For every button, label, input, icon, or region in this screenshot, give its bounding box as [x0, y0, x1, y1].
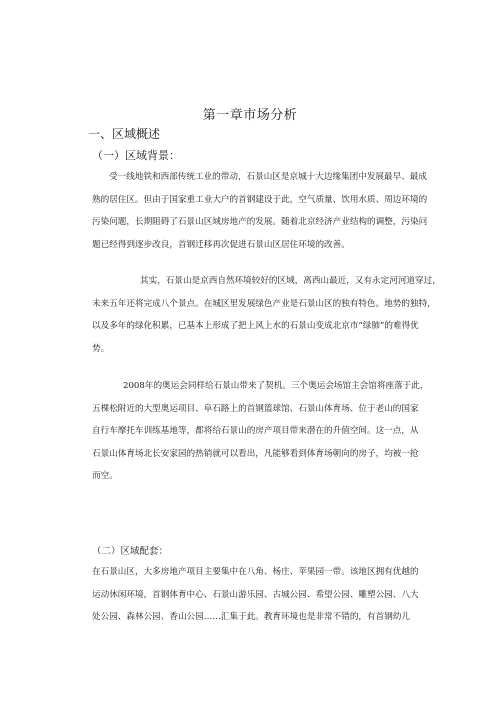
paragraph-line: 受一线地铁和西部传统工业的带动，石景山区是京城十大边缘集团中发展最早、最成	[109, 172, 427, 182]
subsection-heading-facilities: （二）区域配套：	[92, 546, 169, 557]
paragraph-line: 运动休闲环境，首钢体育中心、石景山游乐园、古城公园、希望公园、雕塑公园、八大	[92, 589, 419, 600]
paragraph-line: 五棵松附近的大型奥运项目、阜石路上的首钢篮球馆、石景山体育场、位于老山的国家	[92, 403, 419, 414]
subsection-heading-background: （一）区域背景：	[92, 149, 180, 162]
paragraph-facilities	[92, 561, 419, 629]
paragraph-line: 2008年的奥运会同样给石景山带来了契机。三个奥运会场馆主会馆将座落于此，	[123, 381, 429, 391]
paragraph-line: 以及多年的绿化积累，已基本上形成了把上风上水的石景山变成北京市“绿肺”的难得优	[92, 321, 419, 331]
paragraph-line: 势。	[92, 343, 110, 354]
chapter-title: 第一章市场分析	[202, 108, 298, 123]
paragraph-line: 熟的居住区。但由于国家重工业大户的首钢建设于此，空气质量、饮用水质、周边环境的	[92, 194, 428, 205]
paragraph-environment	[92, 270, 441, 360]
section-heading-regional-overview: 一、区域概述	[88, 127, 161, 141]
paragraph-line: 在石景山区，大多房地产项目主要集中在八角、杨庄、苹果园一带。该地区拥有优越的	[92, 567, 419, 577]
paragraph-line: 而空。	[92, 471, 118, 481]
paragraph-background	[92, 166, 427, 256]
paragraph-olympics	[92, 375, 428, 488]
paragraph-line: 自行车摩托车训练基地等，都将给石景山的房产项目带来潜在的升值空间。这一点，从	[92, 426, 419, 436]
paragraph-line: 处公园、森林公园、香山公园……汇集于此。教育环境也是非常不错的，有首钢幼儿	[92, 612, 410, 622]
paragraph-line: 其实，石景山是京西自然环境较好的区域，离西山最近，又有永定河河道穿过，	[140, 276, 441, 286]
paragraph-line: 污染问题，长期阻碍了石景山区域房地产的发展。随着北京经济产业结构的调整，污染问	[92, 217, 428, 227]
paragraph-line: 石景山体育场北长安家园的热销就可以看出，凡能够看到体育场朝向的房子，均被一抢	[92, 448, 419, 459]
paragraph-line: 题已经得到逐步改良，首钢迁移再次促进石景山区居住环境的改善。	[92, 239, 350, 250]
paragraph-line: 未来五年还将完成八个景点。在城区里发展绿色产业是石景山区的独有特色。地势的独特，	[92, 298, 436, 309]
